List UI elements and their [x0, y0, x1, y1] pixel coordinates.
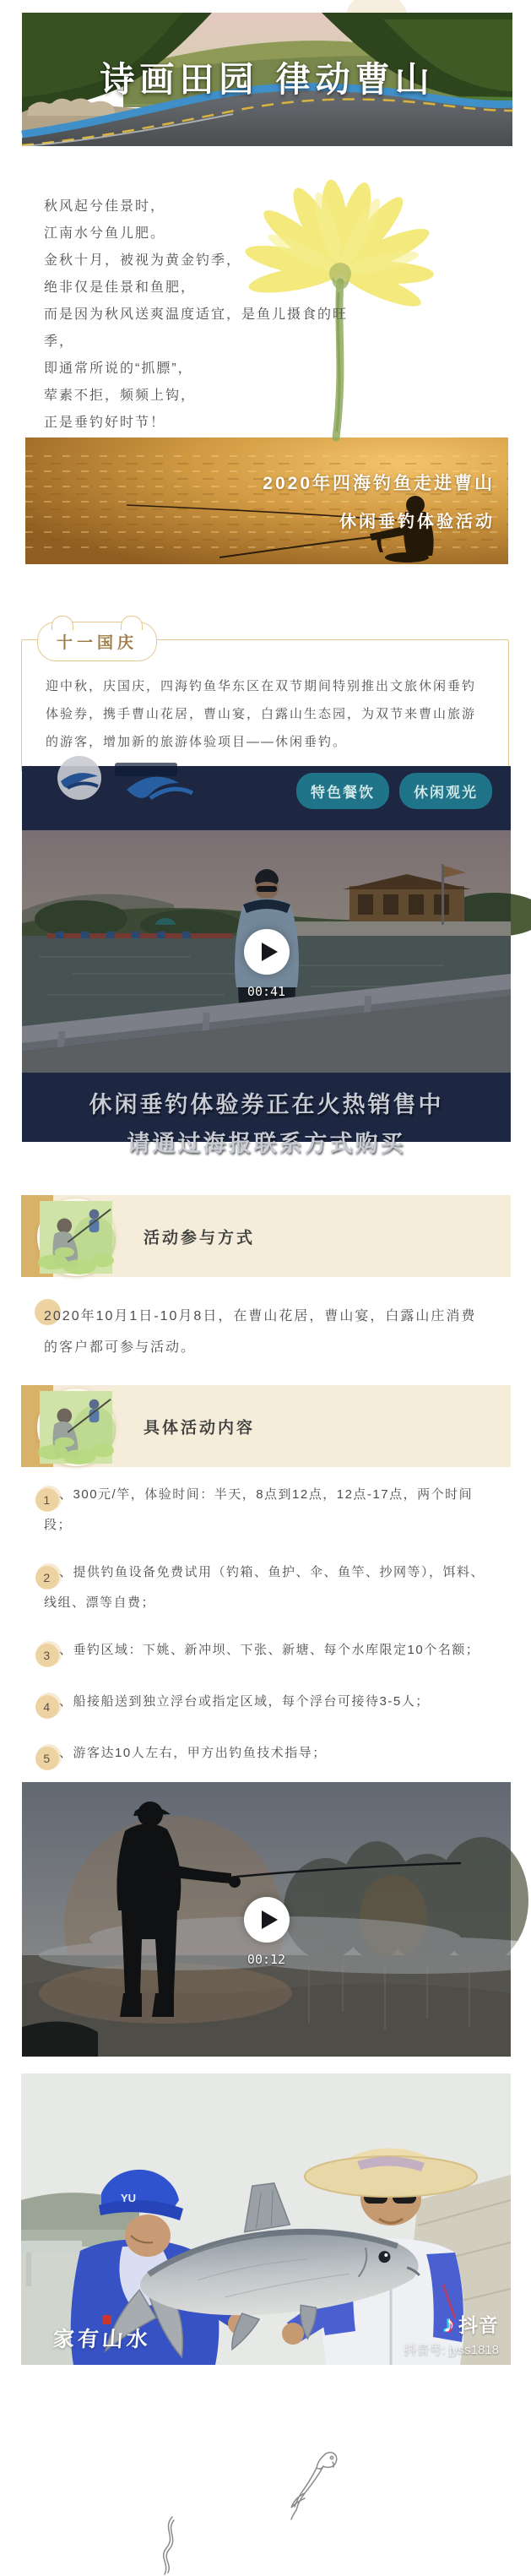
video1-caption-line2: 请通过海报联系方式购买: [127, 1131, 406, 1156]
hero-title: 诗画田园 律动曹山: [100, 58, 435, 100]
play-icon-2: [262, 1910, 278, 1929]
intro-poem: [44, 193, 348, 437]
list-number-badge: 2: [35, 1566, 59, 1590]
list-separator: 、: [59, 1694, 73, 1709]
video1-caption: [22, 1073, 511, 1156]
section-header-details: [21, 1385, 511, 1467]
list-number-badge: 1: [35, 1488, 59, 1512]
list-item: [44, 1740, 490, 1770]
douyin-label: 抖音: [458, 2314, 499, 2336]
video1-caption-line1: 休闲垂钓体验券正在火热销售中: [89, 1092, 444, 1117]
list-item-text: 游客达10人左右，甲方出钓鱼技术指导；: [73, 1746, 327, 1760]
cap-text: YU: [121, 2192, 137, 2204]
national-day-badge: 十一国庆: [37, 622, 157, 661]
red-seal-icon: [102, 2315, 111, 2324]
list-number-badge: 4: [35, 1695, 59, 1719]
play-button-2[interactable]: [244, 1897, 290, 1943]
intro-line: 秋风起兮佳景时，: [44, 199, 166, 214]
section-title: 具体活动内容: [144, 1419, 256, 1437]
list-item: [44, 1559, 490, 1616]
intro-line: 即通常所说的“抓膘”，: [44, 361, 193, 376]
list-item: [44, 1688, 490, 1719]
list-separator: 、: [59, 1746, 73, 1760]
video1-tabs: [296, 773, 492, 809]
intro-line: 荤素不拒，频频上钩，: [44, 389, 197, 403]
list-item-text: 提供钓鱼设备免费试用（钓箱、鱼护、伞、鱼竿、抄网等），饵料、线组、漂等自费；: [44, 1565, 485, 1610]
intro-line: 绝非仅是佳景和鱼肥，: [44, 280, 197, 295]
douyin-note-icon: ♪: [443, 2310, 455, 2337]
sunset-caption-line1: 2020年四海钓鱼走进曹山: [263, 474, 495, 493]
video-player-1[interactable]: [22, 766, 511, 1156]
play-icon-1: [262, 943, 278, 961]
section-title: 活动参与方式: [144, 1229, 256, 1247]
catch-photo: [21, 2073, 511, 2365]
sunset-banner-caption: [263, 470, 495, 532]
list-item: [44, 1481, 490, 1538]
list-separator: 、: [59, 1565, 73, 1579]
hero-banner-image: [22, 13, 512, 146]
tab-special-dining[interactable]: 特色餐饮: [296, 773, 389, 809]
video-player-2[interactable]: [22, 1782, 511, 2057]
watermark-jiayoushanshui: 家有山水: [51, 2328, 152, 2351]
sihai-fishing-logo-icon: [49, 761, 226, 812]
fisher-in-grass-graphic: [40, 1201, 112, 1274]
section-photo-fishing: [37, 1198, 115, 1276]
water-squiggle-icon: [154, 2515, 184, 2576]
intro-line: 而是因为秋风送爽温度适宜，是鱼儿摄食的旺: [44, 307, 349, 322]
list-separator: 、: [59, 1643, 73, 1657]
video1-frame: [22, 830, 511, 1073]
intro-line: 金秋十月，被视为黄金钓季，: [44, 253, 242, 268]
video1-duration: 00:41: [247, 983, 286, 999]
participation-text: 2020年10月1日-10月8日，在曹山花居，曹山宴，白露山庄消费的客户都可参与活动。: [44, 1301, 486, 1363]
tab-leisure-sightseeing[interactable]: 休闲观光: [399, 773, 492, 809]
list-number-badge: 3: [35, 1644, 59, 1667]
national-day-text: 迎中秋，庆国庆，四海钓鱼华东区在双节期间特别推出文旅休闲垂钓体验券，携手曹山花居，曹山宴，白露山生态园，为双节来曹山旅游的游客，增加新的旅游体验项目——休闲垂钓。: [46, 679, 477, 749]
section-photo-fishing: [37, 1389, 115, 1466]
douyin-watermark: [404, 2310, 499, 2358]
sunset-caption-line2: 休闲垂钓体验活动: [339, 513, 495, 531]
section-header-participation: [21, 1195, 511, 1277]
national-day-section: [21, 634, 509, 772]
video1-header: [22, 766, 511, 830]
fish-line-drawing-icon: [289, 2449, 341, 2520]
intro-line: 正是垂钓好时节！: [44, 416, 166, 430]
list-item-text: 300元/竿，体验时间：半天，8点到12点，12点-17点，两个时间段；: [44, 1487, 474, 1532]
play-button-1[interactable]: [244, 929, 290, 975]
intro-line: 江南水兮鱼儿肥。: [44, 226, 166, 241]
intro-line: 季，: [44, 334, 75, 349]
douyin-id: 抖音号: jyss1818: [404, 2343, 499, 2357]
list-item-text: 垂钓区域：下姚、新冲坝、下张、新塘、每个水库限定10个名额；: [73, 1643, 480, 1657]
sunset-fishing-image: [25, 437, 508, 564]
list-number-badge: 5: [35, 1747, 59, 1770]
video2-duration: 00:12: [247, 1951, 286, 1967]
fisher-in-grass-graphic: [40, 1391, 112, 1464]
list-separator: 、: [59, 1487, 73, 1502]
list-item-text: 船接船送到独立浮台或指定区域，每个浮台可接待3-5人；: [73, 1694, 430, 1709]
list-item: [44, 1637, 490, 1667]
